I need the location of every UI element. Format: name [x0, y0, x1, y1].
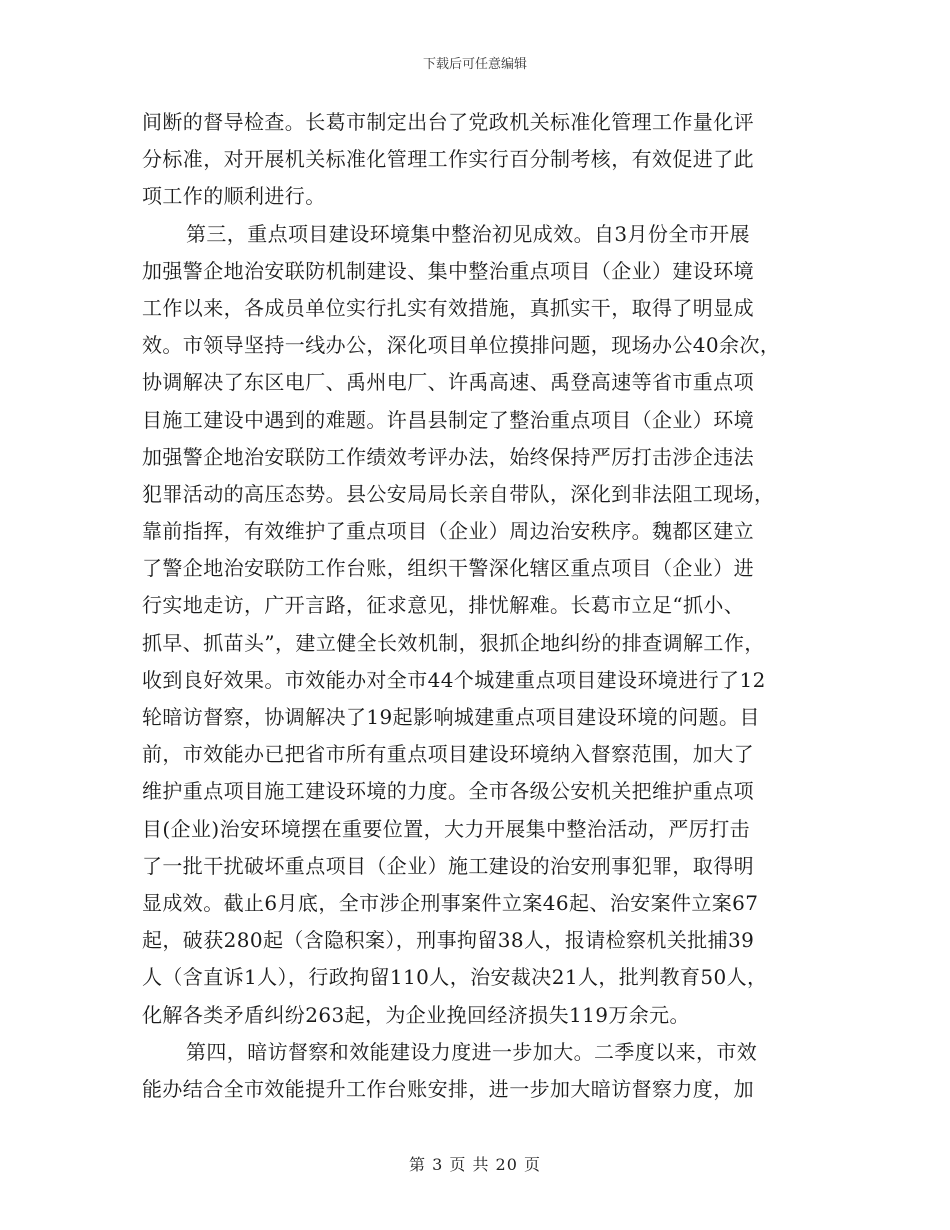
- text-line: 靠前指挥，有效维护了重点项目（企业）周边治安秩序。魏都区建立: [142, 519, 754, 544]
- page-footer: 第 3 页 共 20 页: [409, 1155, 541, 1174]
- text-line: 了一批干扰破坏重点项目（企业）施工建设的治安刑事犯罪，取得明: [142, 853, 754, 878]
- text-line: 维护重点项目施工建设环境的力度。全市各级公安机关把维护重点项: [142, 779, 754, 804]
- paragraph-start-line: 第四，暗访督察和效能建设力度进一步加大。二季度以来，市效: [186, 1039, 758, 1064]
- text-line: 起，破获280起（含隐积案），刑事拘留38人，报请检察机关批捕39: [142, 928, 755, 953]
- text-line: 加强警企地治安联防工作绩效考评办法，始终保持严厉打击涉企违法: [142, 444, 754, 469]
- text-line: 抓早、抓苗头”，建立健全长效机制，狠抓企地纠纷的排查调解工作，: [142, 630, 765, 655]
- text-line: 效。市领导坚持一线办公，深化项目单位摸排问题，现场办公40余次，: [142, 333, 781, 358]
- page-header: 下载后可任意编辑: [422, 57, 527, 72]
- text-line: 项工作的顺利进行。: [142, 184, 326, 209]
- text-line: 轮暗访督察，协调解决了19起影响城建重点项目建设环境的问题。目: [142, 705, 760, 729]
- text-line: 犯罪活动的高压态势。县公安局局长亲自带队，深化到非法阻工现场，: [142, 481, 775, 506]
- text-line: 了警企地治安联防工作台账，组织干警深化辖区重点项目（企业）进: [142, 556, 754, 581]
- text-line: 间断的督导检查。长葛市制定出台了党政机关标准化管理工作量化评: [142, 110, 754, 134]
- text-line: 协调解决了东区电厂、禹州电厂、许禹高速、禹登高速等省市重点项: [142, 370, 754, 395]
- text-line: 目(企业)治安环境摆在重要位置，大力开展集中整治活动，严厉打击: [142, 816, 751, 841]
- document-body: [142, 104, 810, 1108]
- text-line: 目施工建设中遇到的难题。许昌县制定了整治重点项目（企业）环境: [142, 407, 754, 432]
- text-line: 加强警企地治安联防机制建设、集中整治重点项目（企业）建设环境: [142, 258, 754, 283]
- text-line: 行实地走访，广开言路，征求意见，排忧解难。长葛市立足“抓小、: [142, 593, 745, 618]
- text-line: 前，市效能办已把省市所有重点项目建设环境纳入督察范围，加大了: [142, 742, 754, 767]
- text-line: 能办结合全市效能提升工作台账安排，进一步加大暗访督察力度，加: [142, 1076, 754, 1101]
- text-line: 收到良好效果。市效能办对全市44个城建重点项目建设环境进行了12: [142, 667, 766, 692]
- text-line: 工作以来，各成员单位实行扎实有效措施，真抓实干，取得了明显成: [142, 295, 754, 320]
- text-line: 人（含直诉1人），行政拘留110人，治安裁决21人，批判教育50人，: [142, 965, 768, 990]
- text-line: 显成效。截止6月底，全市涉企刑事案件立案46起、治安案件立案67: [142, 890, 759, 915]
- text-line: 分标准，对开展机关标准化管理工作实行百分制考核，有效促进了此: [142, 147, 754, 172]
- text-line: 化解各类矛盾纠纷263起，为企业挽回经济损失119万余元。: [142, 1002, 690, 1027]
- paragraph-start-line: 第三，重点项目建设环境集中整治初见成效。自3月份全市开展: [186, 221, 750, 246]
